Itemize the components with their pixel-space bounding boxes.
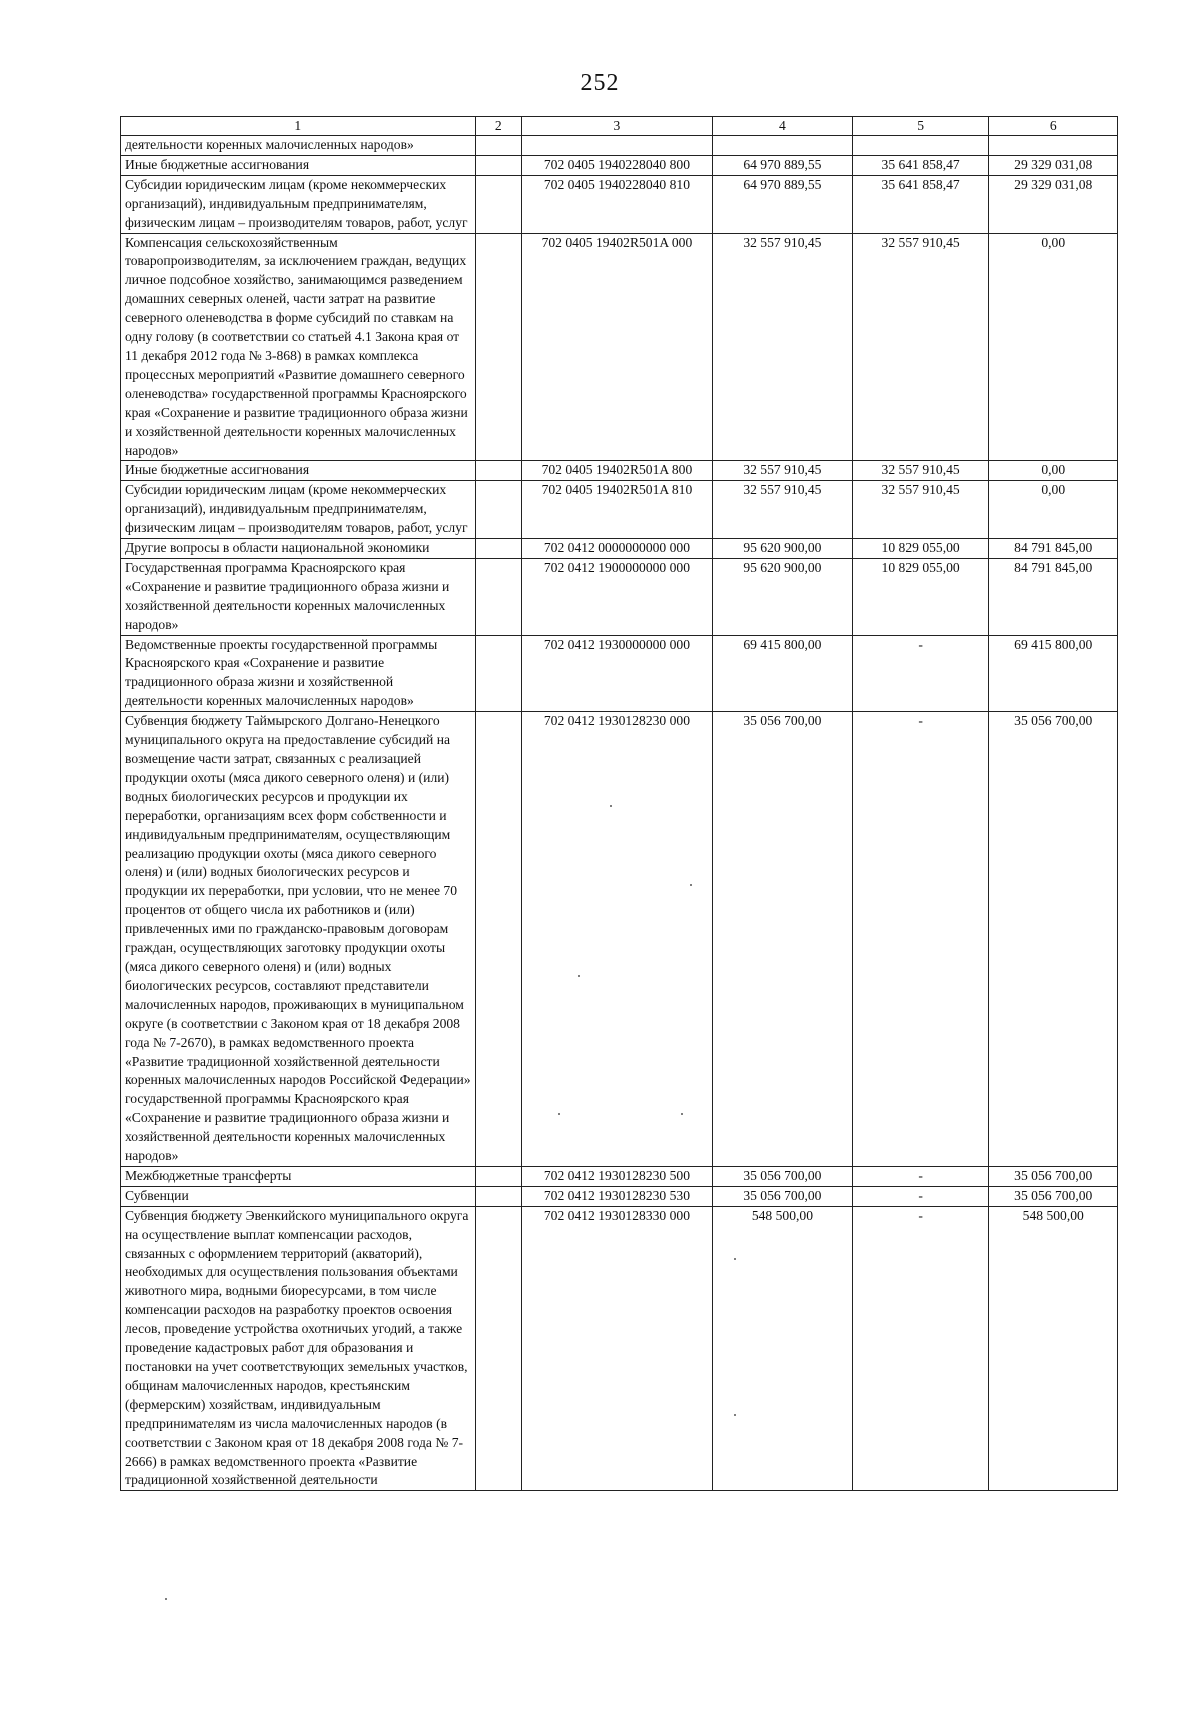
row-amount-col5: 32 557 910,45: [852, 233, 989, 461]
row-amount-col5: 35 641 858,47: [852, 155, 989, 175]
row-amount-col5: -: [852, 1206, 989, 1491]
row-amount-col5: -: [852, 635, 989, 712]
row-amount-total: 32 557 910,45: [713, 233, 853, 461]
row-code: 702 0412 0000000000 000: [521, 539, 712, 559]
row-amount-col6: 35 056 700,00: [989, 1166, 1118, 1186]
row-amount-total: 64 970 889,55: [713, 155, 853, 175]
row-amount-col5: -: [852, 712, 989, 1167]
table-row: [121, 136, 1118, 156]
row-amount-col5: -: [852, 1166, 989, 1186]
table-row: [121, 712, 1118, 1167]
row-amount-col6: 84 791 845,00: [989, 539, 1118, 559]
row-amount-col5: 35 641 858,47: [852, 175, 989, 233]
row-col2: [475, 539, 521, 559]
row-amount-total: 35 056 700,00: [713, 712, 853, 1167]
row-name: Субвенция бюджету Эвенкийского муниципального округа на осуществление выплат компенсации расходов, связанных с оформлением территорий (акваторий), необходимых для осуществления пользования объектами животного мира, водными биоресурсами, в том числе компенсации расходов на разработку проектов освоения лесов, проведение устройства охотничьих угодий, а также проведение кадастровых работ для образования и постановки на учет соответствующих земельных участков, общинам малочисленных народов, крестьянским (фермерским) хозяйствам, индивидуальным предпринимателям из числа малочисленных народов (в соответствии с Законом края от 18 декабря 2008 года № 7-2666) в рамках ведомственного проекта «Развитие традиционной хозяйственной деятельности: [121, 1206, 476, 1491]
row-name: Межбюджетные трансферты: [121, 1166, 476, 1186]
row-amount-col6: 69 415 800,00: [989, 635, 1118, 712]
column-header: 3: [521, 117, 712, 136]
row-amount-total: 35 056 700,00: [713, 1166, 853, 1186]
table-header-row: [121, 117, 1118, 136]
table-row: [121, 155, 1118, 175]
row-amount-col5: 10 829 055,00: [852, 539, 989, 559]
row-amount-col6: 35 056 700,00: [989, 712, 1118, 1167]
row-code: 702 0412 1930128230 530: [521, 1186, 712, 1206]
row-amount-total: [713, 136, 853, 156]
row-code: 702 0412 1930128230 500: [521, 1166, 712, 1186]
table-row: [121, 539, 1118, 559]
row-name: Субсидии юридическим лицам (кроме некоммерческих организаций), индивидуальным предпринимателям, физическим лицам – производителям товаров, работ, услуг: [121, 481, 476, 539]
row-name: Субвенция бюджету Таймырского Долгано-Ненецкого муниципального округа на предоставление субсидий на возмещение части затрат, связанных с реализацией продукции охоты (мяса дикого северного оленя) и (или) водных биологических ресурсов и продукции их переработки, организациям всех форм собственности и индивидуальным предпринимателям, осуществляющим реализацию продукции охоты (мяса дикого северного оленя) и (или) водных биологических ресурсов и продукции их переработки, при условии, что не менее 70 процентов от общего числа их работников и (или) привлеченных ими по гражданско-правовым договорам граждан, осуществляющих заготовку продукции охоты (мяса дикого северного оленя) и (или) водных биологических ресурсов, составляют представители малочисленных народов, проживающих в муниципальном округе (в соответствии с Законом края от 18 декабря 2008 года № 7-2670), в рамках ведомственного проекта «Развитие традиционной хозяйственной деятельности коренных малочисленных народов Российской Федерации» государственной программы Красноярского края «Сохранение и развитие традиционного образа жизни и хозяйственной деятельности коренных малочисленных народов»: [121, 712, 476, 1167]
row-col2: [475, 712, 521, 1167]
column-header: 5: [852, 117, 989, 136]
row-amount-total: 35 056 700,00: [713, 1186, 853, 1206]
row-amount-col5: -: [852, 1186, 989, 1206]
row-col2: [475, 1206, 521, 1491]
row-name: Иные бюджетные ассигнования: [121, 155, 476, 175]
row-amount-col6: 84 791 845,00: [989, 558, 1118, 635]
table-row: [121, 233, 1118, 461]
row-amount-total: 32 557 910,45: [713, 481, 853, 539]
row-code: 702 0405 19402R501A 810: [521, 481, 712, 539]
row-code: 702 0412 1930128230 000: [521, 712, 712, 1167]
row-col2: [475, 1166, 521, 1186]
row-amount-col5: 10 829 055,00: [852, 558, 989, 635]
scan-speck: [690, 884, 692, 886]
row-amount-col6: 0,00: [989, 233, 1118, 461]
row-amount-total: 32 557 910,45: [713, 461, 853, 481]
row-name: деятельности коренных малочисленных народов»: [121, 136, 476, 156]
column-header: 4: [713, 117, 853, 136]
table-row: [121, 558, 1118, 635]
scan-speck: [558, 1113, 560, 1115]
table-row: [121, 175, 1118, 233]
table-row: [121, 1166, 1118, 1186]
column-header: 2: [475, 117, 521, 136]
row-amount-total: 69 415 800,00: [713, 635, 853, 712]
row-col2: [475, 461, 521, 481]
row-amount-total: 95 620 900,00: [713, 539, 853, 559]
budget-table: [120, 116, 1118, 1491]
scan-speck: [610, 805, 612, 807]
row-col2: [475, 233, 521, 461]
row-amount-total: 95 620 900,00: [713, 558, 853, 635]
row-code: 702 0412 1930128330 000: [521, 1206, 712, 1491]
row-code: 702 0412 1930000000 000: [521, 635, 712, 712]
row-code: 702 0405 1940228040 810: [521, 175, 712, 233]
row-amount-col6: 0,00: [989, 461, 1118, 481]
row-amount-col6: 548 500,00: [989, 1206, 1118, 1491]
row-col2: [475, 481, 521, 539]
row-col2: [475, 136, 521, 156]
column-header: 6: [989, 117, 1118, 136]
row-amount-col6: 35 056 700,00: [989, 1186, 1118, 1206]
row-amount-col6: 29 329 031,08: [989, 155, 1118, 175]
row-name: Другие вопросы в области национальной экономики: [121, 539, 476, 559]
row-col2: [475, 635, 521, 712]
row-amount-col6: [989, 136, 1118, 156]
column-header: 1: [121, 117, 476, 136]
scan-speck: [734, 1258, 736, 1260]
row-col2: [475, 1186, 521, 1206]
row-amount-col5: 32 557 910,45: [852, 461, 989, 481]
row-col2: [475, 558, 521, 635]
row-name: Субвенции: [121, 1186, 476, 1206]
table-row: [121, 461, 1118, 481]
row-name: Ведомственные проекты государственной программы Красноярского края «Сохранение и развитие традиционного образа жизни и хозяйственной деятельности коренных малочисленных народов»: [121, 635, 476, 712]
scan-speck: [734, 1414, 736, 1416]
scan-speck: [165, 1598, 167, 1600]
row-name: Компенсация сельскохозяйственным товаропроизводителям, за исключением граждан, ведущих личное подсобное хозяйство, занимающимся разведением домашних северных оленей, части затрат на развитие северного оленеводства в форме субсидий по ставкам на одну голову (в соответствии со статьей 4.1 Закона края от 11 декабря 2012 года № 3-868) в рамках комплекса процессных мероприятий «Развитие домашнего северного оленеводства» государственной программы Красноярского края «Сохранение и развитие традиционного образа жизни и хозяйственной деятельности коренных малочисленных народов»: [121, 233, 476, 461]
row-amount-col6: 29 329 031,08: [989, 175, 1118, 233]
row-name: Субсидии юридическим лицам (кроме некоммерческих организаций), индивидуальным предпринимателям, физическим лицам – производителям товаров, работ, услуг: [121, 175, 476, 233]
row-amount-total: 548 500,00: [713, 1206, 853, 1491]
row-code: 702 0412 1900000000 000: [521, 558, 712, 635]
table-row: [121, 635, 1118, 712]
row-amount-col5: [852, 136, 989, 156]
table-row: [121, 481, 1118, 539]
scan-speck: [681, 1113, 683, 1115]
row-amount-total: 64 970 889,55: [713, 175, 853, 233]
scan-speck: [578, 975, 580, 977]
row-name: Иные бюджетные ассигнования: [121, 461, 476, 481]
page-number: 252: [580, 70, 620, 96]
row-code: 702 0405 19402R501A 000: [521, 233, 712, 461]
table-row: [121, 1186, 1118, 1206]
row-amount-col5: 32 557 910,45: [852, 481, 989, 539]
row-col2: [475, 175, 521, 233]
row-code: [521, 136, 712, 156]
table-row: [121, 1206, 1118, 1491]
row-amount-col6: 0,00: [989, 481, 1118, 539]
row-col2: [475, 155, 521, 175]
row-code: 702 0405 1940228040 800: [521, 155, 712, 175]
row-name: Государственная программа Красноярского края «Сохранение и развитие традиционного образа жизни и хозяйственной деятельности коренных малочисленных народов»: [121, 558, 476, 635]
row-code: 702 0405 19402R501A 800: [521, 461, 712, 481]
